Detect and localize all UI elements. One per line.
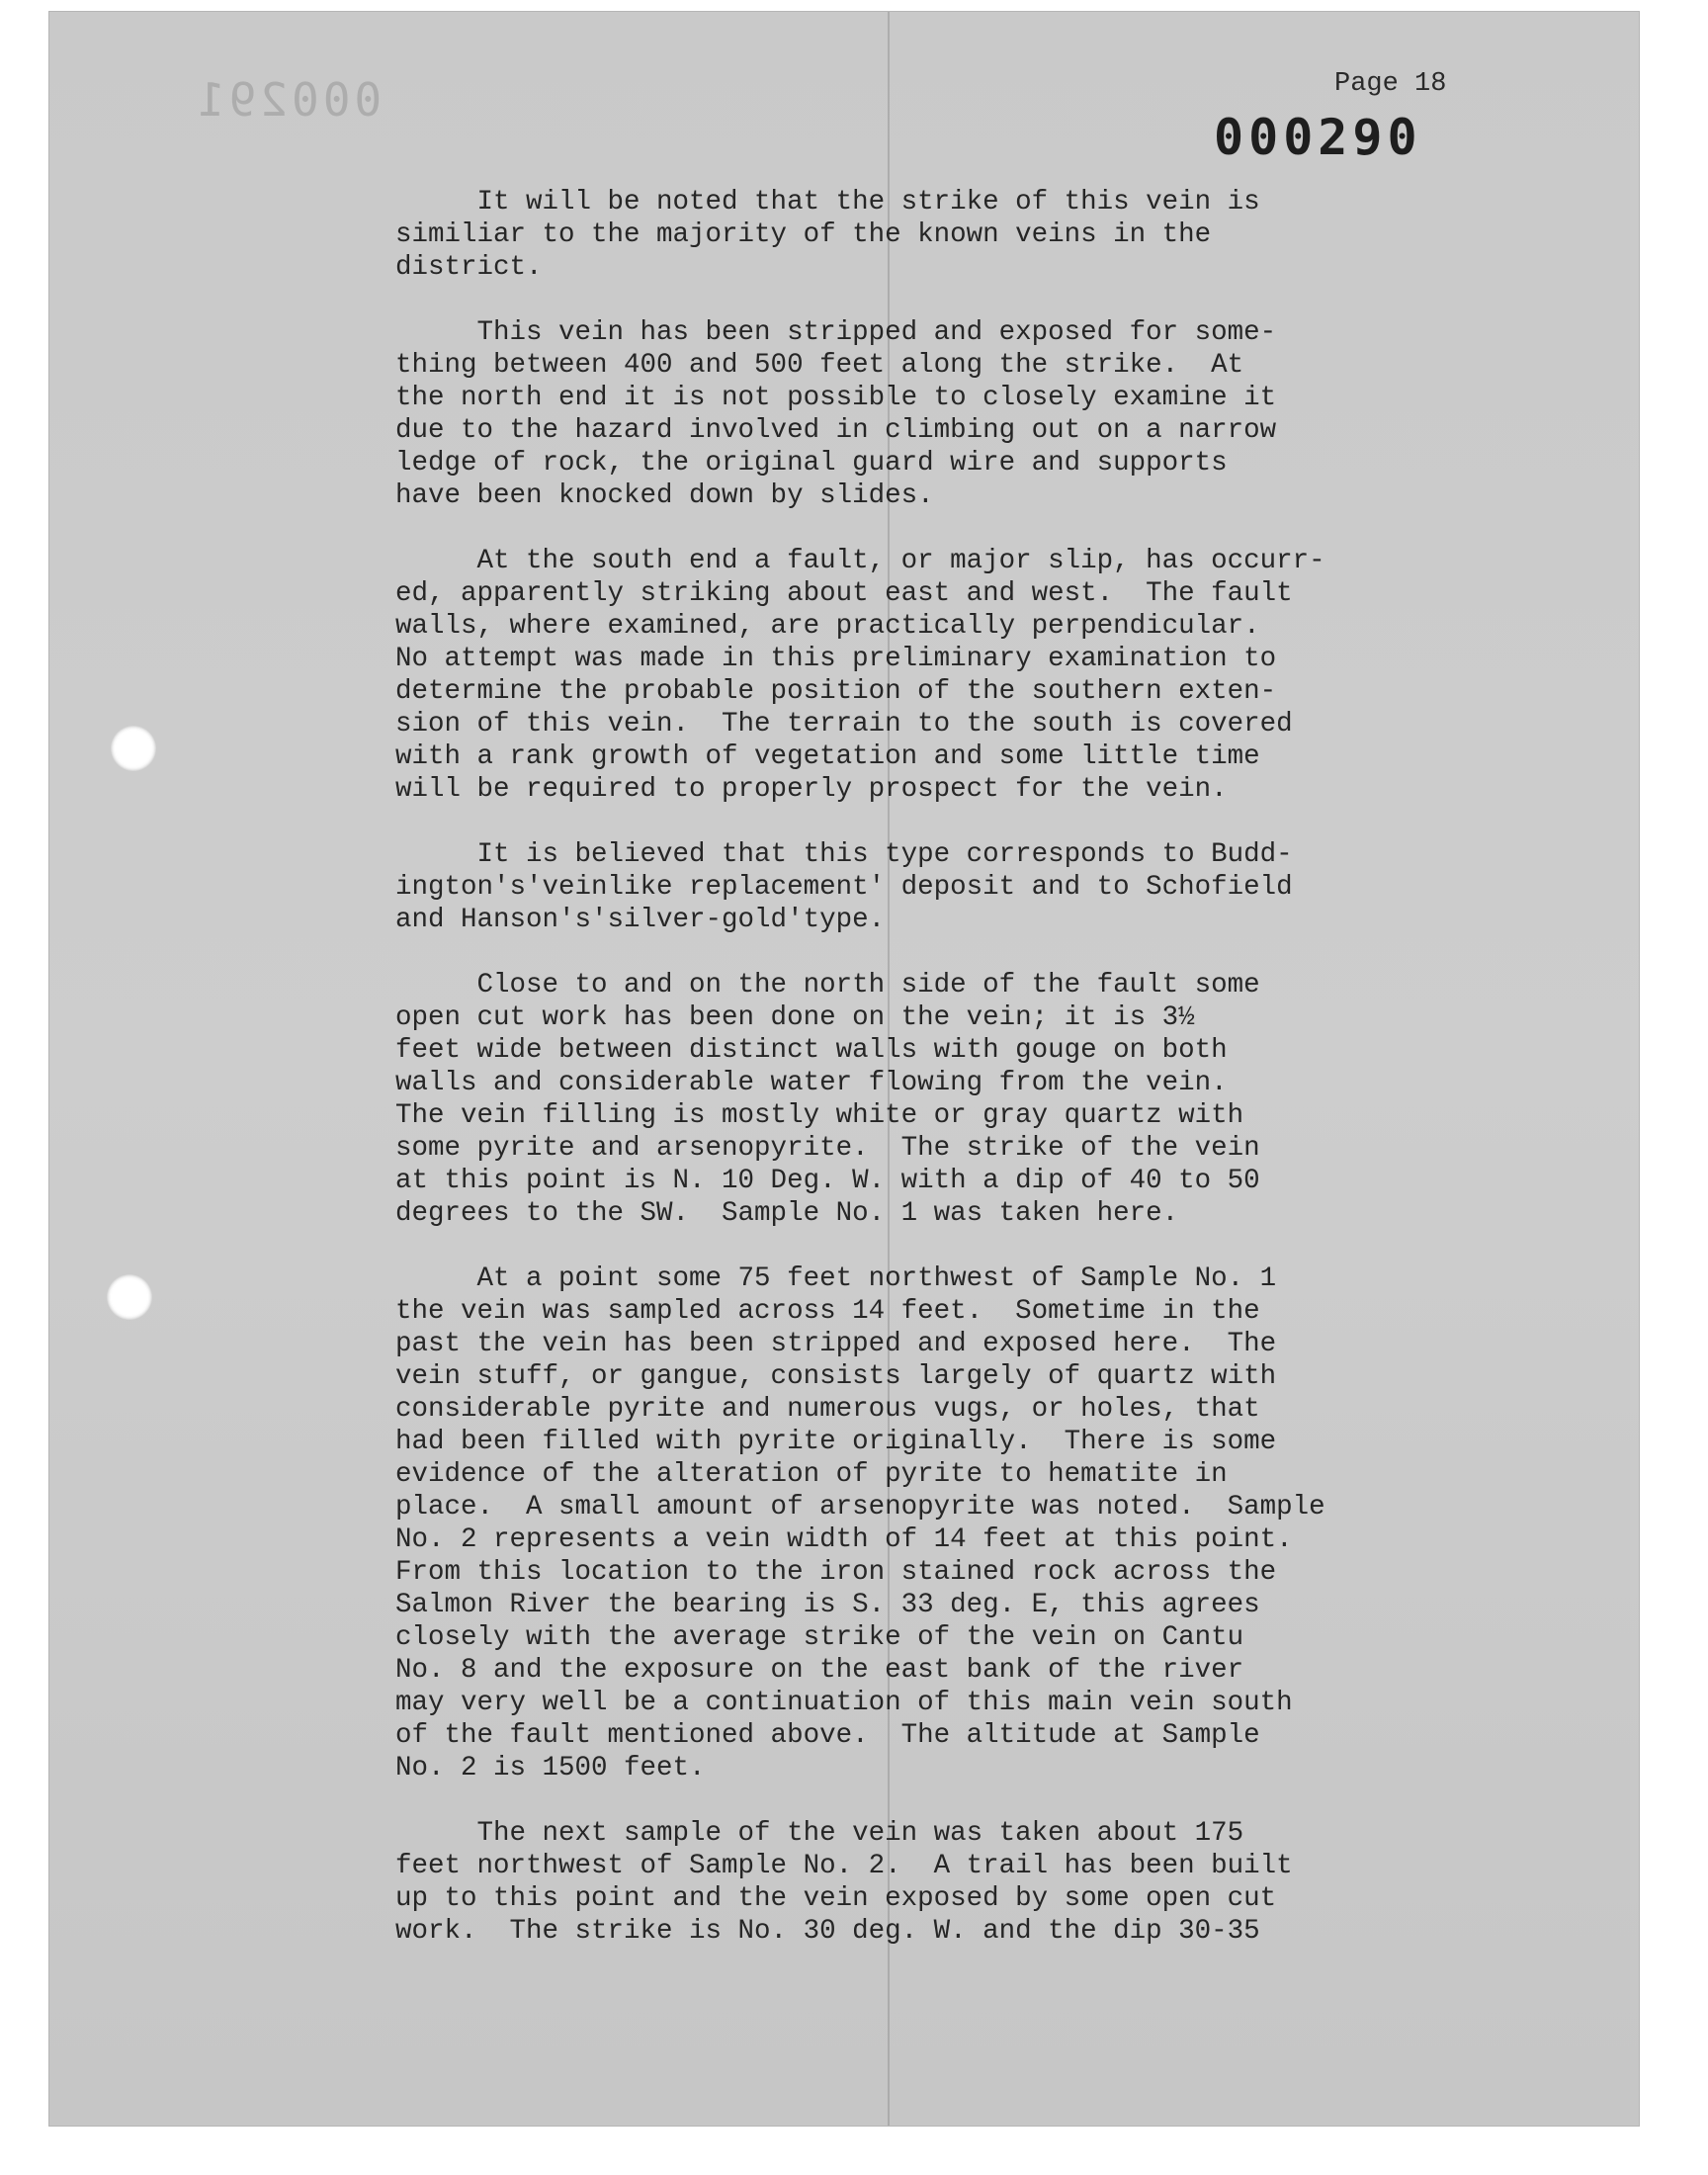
paragraph — [395, 969, 1384, 1230]
text-line: may very well be a continuation of this main vein south — [395, 1688, 1293, 1718]
bleed-through-number: 000291 — [194, 73, 383, 127]
text-line: determine the probable position of the southern exten- — [395, 676, 1277, 707]
text-line: At the south end a fault, or major slip, has occurr- — [395, 546, 1325, 576]
text-line: The next sample of the vein was taken about 175 — [395, 1818, 1244, 1849]
paragraph — [395, 186, 1384, 284]
page-label: Page 18 — [1334, 69, 1447, 99]
text-line: the north end it is not possible to closely examine it — [395, 383, 1277, 413]
text-line: similiar to the majority of the known veins in the — [395, 219, 1212, 250]
text-line: Salmon River the bearing is S. 33 deg. E, this agrees — [395, 1590, 1260, 1620]
text-line: It will be noted that the strike of this vein is — [395, 187, 1260, 218]
paragraph — [395, 316, 1384, 512]
text-line: Close to and on the north side of the fault some — [395, 970, 1260, 1000]
text-line: district. — [395, 252, 543, 283]
text-line: It is believed that this type corresponds to Budd- — [395, 839, 1293, 870]
document-number: 000290 — [1214, 109, 1422, 166]
text-line: thing between 400 and 500 feet along the strike. At — [395, 350, 1244, 381]
punch-hole — [107, 1274, 152, 1320]
paragraph — [395, 838, 1384, 936]
text-line: will be required to properly prospect for the vein. — [395, 774, 1228, 805]
text-line: work. The strike is No. 30 deg. W. and the dip 30-35 — [395, 1916, 1260, 1947]
text-line: some pyrite and arsenopyrite. The strike of the vein — [395, 1133, 1260, 1164]
text-line: feet wide between distinct walls with gouge on both — [395, 1035, 1228, 1066]
text-line: past the vein has been stripped and exposed here. The — [395, 1329, 1277, 1359]
text-line: degrees to the SW. Sample No. 1 was taken here. — [395, 1198, 1179, 1229]
text-line: vein stuff, or gangue, consists largely of quartz with — [395, 1361, 1277, 1392]
text-line: of the fault mentioned above. The altitude at Sample — [395, 1720, 1260, 1751]
text-line: closely with the average strike of the vein on Cantu — [395, 1622, 1244, 1653]
text-line: From this location to the iron stained rock across the — [395, 1557, 1277, 1588]
text-line: the vein was sampled across 14 feet. Sometime in the — [395, 1296, 1260, 1327]
text-line: had been filled with pyrite originally. There is some — [395, 1427, 1277, 1457]
text-line: with a rank growth of vegetation and some little time — [395, 741, 1260, 772]
text-line: ledge of rock, the original guard wire and supports — [395, 448, 1228, 478]
text-line: considerable pyrite and numerous vugs, or holes, that — [395, 1394, 1260, 1425]
text-line: walls, where examined, are practically perpendicular. — [395, 611, 1260, 642]
text-line: This vein has been stripped and exposed for some- — [395, 317, 1277, 348]
text-line: The vein filling is mostly white or gray quartz with — [395, 1100, 1244, 1131]
text-line: No attempt was made in this preliminary examination to — [395, 644, 1277, 674]
text-line: At a point some 75 feet northwest of Sample No. 1 — [395, 1263, 1277, 1294]
text-line: up to this point and the vein exposed by some open cut — [395, 1883, 1277, 1914]
text-line: have been knocked down by slides. — [395, 480, 934, 511]
text-line: feet northwest of Sample No. 2. A trail has been built — [395, 1851, 1293, 1881]
punch-hole — [111, 726, 156, 771]
paragraph — [395, 545, 1384, 806]
text-line: at this point is N. 10 Deg. W. with a dip of 40 to 50 — [395, 1166, 1260, 1196]
text-line: open cut work has been done on the vein; it is 3½ — [395, 1002, 1195, 1033]
text-line: due to the hazard involved in climbing out on a narrow — [395, 415, 1277, 446]
paragraph — [395, 1817, 1384, 1948]
body-text — [395, 186, 1384, 1980]
text-line: walls and considerable water flowing from the vein. — [395, 1068, 1228, 1098]
text-line: ed, apparently striking about east and west. The fault — [395, 578, 1293, 609]
text-line: and Hanson's'silver-gold'type. — [395, 905, 886, 935]
text-line: place. A small amount of arsenopyrite was noted. Sample — [395, 1492, 1325, 1522]
text-line: evidence of the alteration of pyrite to hematite in — [395, 1459, 1228, 1490]
text-line: No. 8 and the exposure on the east bank of the river — [395, 1655, 1244, 1686]
text-line: ington's'veinlike replacement' deposit and to Schofield — [395, 872, 1293, 903]
text-line: sion of this vein. The terrain to the south is covered — [395, 709, 1293, 740]
paragraph — [395, 1262, 1384, 1784]
text-line: No. 2 is 1500 feet. — [395, 1753, 706, 1784]
text-line: No. 2 represents a vein width of 14 feet at this point. — [395, 1524, 1293, 1555]
